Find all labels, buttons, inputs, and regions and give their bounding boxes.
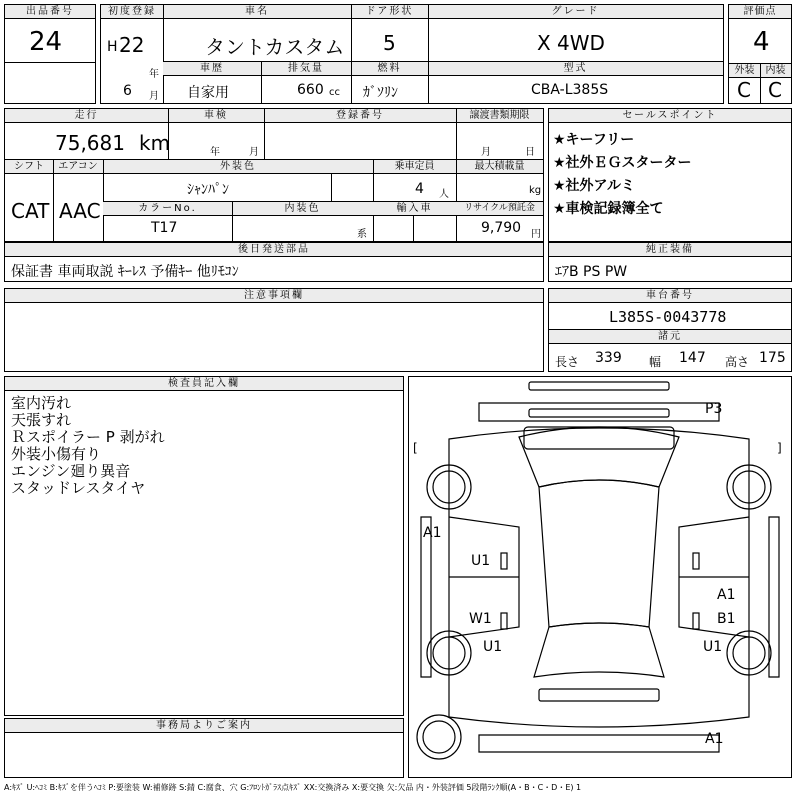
shift: CAT [11,199,50,223]
recycle-unit: 円 [531,229,541,240]
inspector-label: 検査員記入欄 [5,377,403,391]
ac: AAC [59,199,101,223]
load-label: 最大積載量 [456,160,543,174]
capacity: 4 [415,181,424,197]
inspector-line: Ｒスポイラー P 剥がれ [11,428,165,446]
ext-color-label: 外装色 [103,160,373,174]
first-reg-label: 初度登録 [101,5,163,19]
first-reg-year: 22 [119,33,145,57]
notes-label: 注意事項欄 [5,289,543,303]
car-outline-diagram [409,377,791,777]
fuel: ｶﾞｿﾘﾝ [363,85,398,101]
interior-grade: C [768,78,782,102]
width: 147 [679,350,706,366]
color-no: T17 [151,220,178,236]
int-color-label: 内装色 [232,202,373,216]
vehicle-header-box [100,4,724,104]
month-unit: 月 [149,91,159,102]
mark-w1: W1 [469,611,492,627]
score: 4 [753,27,770,57]
transfer-label: 譲渡書類期限 [456,109,543,123]
score-box [728,4,792,104]
sales-point-item: ★社外ＥＧスターター [553,155,692,171]
fuel-label: 燃料 [351,62,428,76]
sales-points-box [548,108,792,242]
exterior-grade: C [737,78,751,102]
length: 339 [595,350,622,366]
interior-label: 内装 [760,64,791,78]
later-parts-label: 後日発送部品 [5,243,543,257]
damage-diagram [408,376,792,778]
score-label: 評価点 [729,5,791,19]
mark-a1-bottom: A1 [705,731,724,747]
office-label: 事務局よりご案内 [5,719,403,733]
notes-box [4,288,544,372]
inspector-line: 天張すれ [11,411,72,429]
door-count: 5 [383,31,396,55]
recycle-label: リサイクル預託金 [456,202,543,216]
mark-a1-left: A1 [423,525,442,541]
mark-u1-top: U1 [471,553,491,569]
ext-color: ｼｬﾝﾊﾟﾝ [187,182,229,198]
color-no-label: カラーNo. [103,202,232,216]
mark-b1: B1 [717,611,736,627]
length-label: 長さ [555,355,580,369]
first-reg-month: 6 [123,83,132,99]
car-name: タントカスタム [205,35,345,59]
height: 175 [759,350,786,366]
equipment-label: 純正装備 [549,243,791,257]
chassis-box [548,288,792,372]
mileage-label: 走行 [5,109,168,123]
model: CBA-L385S [531,82,609,98]
insp-month-unit: 月 [249,147,259,158]
width-label: 幅 [649,355,662,369]
history-label: 車歴 [163,62,261,76]
equipment-box [548,242,792,282]
era: H [107,39,118,55]
inspector-line: 室内汚れ [11,394,72,412]
chassis-label: 車台番号 [549,289,791,303]
equipment: ｴｱB PS PW [555,264,628,280]
inspection-label: 車検 [168,109,264,123]
height-label: 高さ [725,355,750,369]
shift-label: シフト [5,160,53,174]
recycle: 9,790 [481,220,522,236]
capacity-label: 乗車定員 [373,160,456,174]
inspector-line: スタッドレスタイヤ [11,479,146,497]
lot-number: 24 [29,27,63,57]
transfer-month-unit: 月 [481,147,491,158]
legend: A:ｷｽﾞ U:ﾍｺﾐ B:ｷｽﾞを伴うﾍｺﾐ P:要塗装 W:補修跡 S:錆 C:腐食、穴 G:ﾌﾛﾝﾄｶﾞﾗｽ点ｷｽﾞ XX:交換済み X:要交換 欠:欠品 内・外装評価 5段階ﾗﾝｸ順(A・B・C・D・E) 1 [4,783,582,792]
car-name-label: 車名 [163,5,351,19]
mileage-unit: km [139,131,171,155]
int-color-unit: 系 [357,229,367,240]
lot-number-label: 出品番号 [5,5,95,19]
bracket-left: [ [413,441,418,455]
office-box [4,718,404,778]
later-parts-box [4,242,544,282]
sales-point-item: ★社外アルミ [553,178,635,194]
grade: X 4WD [537,31,605,55]
inspector-line: 外装小傷有り [11,445,102,463]
inspector-line: エンジン廻り異音 [11,462,131,480]
door-label: ドア形状 [351,5,428,19]
ac-label: エアコン [53,160,103,174]
year-unit: 年 [149,69,159,80]
history: 自家用 [187,85,229,101]
reg-no-label: 登録番号 [264,109,456,123]
load-unit: kg [529,185,542,196]
sales-points-label: セールスポイント [549,109,791,123]
displacement-unit: cc [329,87,340,98]
bracket-right: ] [777,441,782,455]
insp-year-unit: 年 [210,147,220,158]
mark-u1-right: U1 [703,639,723,655]
mileage: 75,681 [55,131,125,155]
grade-label: グレード [428,5,723,19]
mark-p3: P3 [705,401,723,417]
later-parts: 保証書 車両取説 ｷｰﾚｽ 予備ｷｰ 他ﾘﾓｺﾝ [11,264,239,280]
model-label: 型式 [428,62,723,76]
inspector-box [4,376,404,716]
exterior-label: 外装 [729,64,760,78]
lot-number-box [4,4,96,104]
specs-box [4,108,544,242]
displacement-label: 排気量 [261,62,351,76]
mark-a1-right: A1 [717,587,736,603]
transfer-day-unit: 日 [525,147,535,158]
mark-u1-left: U1 [483,639,503,655]
capacity-unit: 人 [439,189,449,200]
sales-point-item: ★キーフリー [553,132,635,148]
displacement: 660 [297,82,324,98]
sales-point-item: ★車検記録簿全て [553,201,664,217]
dims-label: 諸元 [549,330,791,344]
chassis-number: L385S-0043778 [609,308,727,326]
import-label: 輸入車 [373,202,456,216]
